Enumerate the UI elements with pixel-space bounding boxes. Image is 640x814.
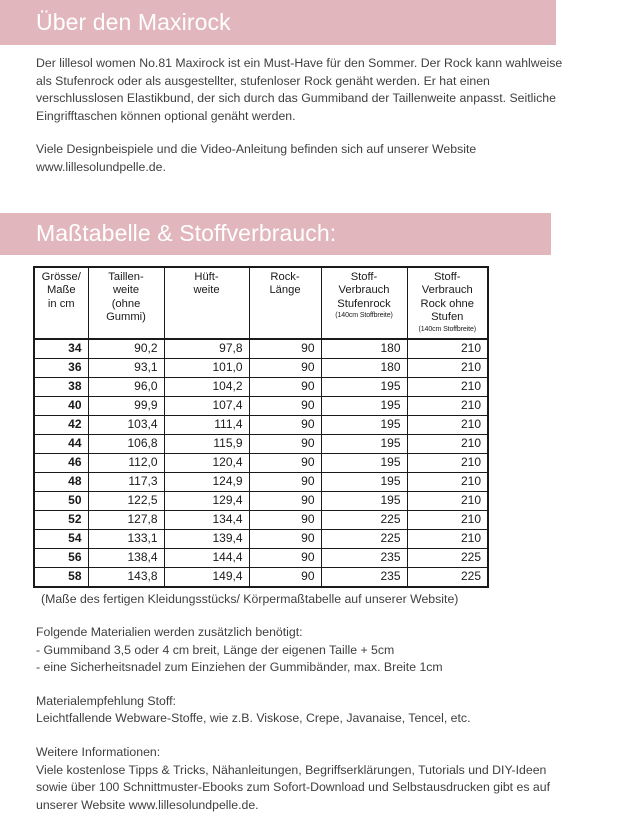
cell-value: 90 xyxy=(249,453,321,472)
column-header-note: (140cm Stoffbreite) xyxy=(410,325,486,334)
column-header-size: Grösse/ Maße in cm xyxy=(34,267,88,339)
about-paragraph-2: Viele Designbeispiele und die Video-Anleitung befinden sich auf unserer Website www.lillesolundpelle.de. xyxy=(36,141,580,176)
cell-value: 112,0 xyxy=(88,453,164,472)
cell-size: 56 xyxy=(34,548,88,567)
cell-size: 44 xyxy=(34,434,88,453)
cell-value: 90,2 xyxy=(88,339,164,359)
cell-value: 90 xyxy=(249,529,321,548)
cell-value: 143,8 xyxy=(88,567,164,587)
cell-value: 210 xyxy=(407,339,488,359)
more-info-text: Viele kostenlose Tipps & Tricks, Nähanleitungen, Begriffserklärungen, Tutorials und DIY-Ideen sowie über 100 Schnittmuster-Ebooks zum Sofort-Download und Selbstausdrucken gibt es auf unserer Website www.lillesolundpelle.de. xyxy=(36,762,580,814)
cell-value: 90 xyxy=(249,510,321,529)
column-header-note: (140cm Stoffbreite) xyxy=(324,311,405,320)
table-row xyxy=(34,548,488,567)
cell-size: 38 xyxy=(34,377,88,396)
column-header-fabric-tiered: Stoff- Verbrauch Stufenrock (140cm Stoffbreite) xyxy=(321,267,407,339)
cell-value: 103,4 xyxy=(88,415,164,434)
cell-value: 225 xyxy=(407,548,488,567)
materials-item-1: - Gummiband 3,5 oder 4 cm breit, Länge der eigenen Taille + 5cm xyxy=(36,642,580,660)
table-title: Maßtabelle & Stoffverbrauch: xyxy=(36,222,336,245)
cell-value: 138,4 xyxy=(88,548,164,567)
cell-value: 180 xyxy=(321,358,407,377)
cell-value: 235 xyxy=(321,567,407,587)
cell-value: 235 xyxy=(321,548,407,567)
table-row xyxy=(34,491,488,510)
cell-value: 210 xyxy=(407,396,488,415)
cell-value: 90 xyxy=(249,434,321,453)
cell-value: 225 xyxy=(407,567,488,587)
cell-value: 210 xyxy=(407,491,488,510)
more-info-heading: Weitere Informationen: xyxy=(36,744,580,762)
cell-value: 195 xyxy=(321,453,407,472)
cell-size: 54 xyxy=(34,529,88,548)
column-header-hip: Hüft- weite xyxy=(164,267,249,339)
cell-value: 96,0 xyxy=(88,377,164,396)
table-note: (Maße des fertigen Kleidungsstücks/ Körpermaßtabelle auf unserer Website) xyxy=(0,588,640,608)
column-header-length: Rock- Länge xyxy=(249,267,321,339)
cell-value: 90 xyxy=(249,339,321,359)
fabric-text: Leichtfallende Webware-Stoffe, wie z.B. Viskose, Crepe, Javanaise, Tencel, etc. xyxy=(36,710,580,728)
cell-value: 195 xyxy=(321,434,407,453)
cell-value: 210 xyxy=(407,529,488,548)
cell-value: 149,4 xyxy=(164,567,249,587)
table-header-row xyxy=(34,267,488,339)
cell-value: 134,4 xyxy=(164,510,249,529)
cell-value: 210 xyxy=(407,434,488,453)
cell-value: 139,4 xyxy=(164,529,249,548)
cell-value: 111,4 xyxy=(164,415,249,434)
measure-table xyxy=(33,266,489,588)
cell-value: 90 xyxy=(249,396,321,415)
cell-value: 180 xyxy=(321,339,407,359)
cell-value: 90 xyxy=(249,548,321,567)
cell-value: 90 xyxy=(249,358,321,377)
table-row xyxy=(34,453,488,472)
measure-table-wrap xyxy=(0,255,640,588)
table-row xyxy=(34,377,488,396)
cell-value: 225 xyxy=(321,529,407,548)
materials-item-2: - eine Sicherheitsnadel zum Einziehen der Gummibänder, max. Breite 1cm xyxy=(36,659,580,677)
table-row xyxy=(34,358,488,377)
cell-value: 99,9 xyxy=(88,396,164,415)
about-body xyxy=(0,55,640,177)
cell-size: 42 xyxy=(34,415,88,434)
cell-value: 195 xyxy=(321,415,407,434)
cell-value: 225 xyxy=(321,510,407,529)
cell-size: 46 xyxy=(34,453,88,472)
cell-size: 58 xyxy=(34,567,88,587)
materials-section xyxy=(0,624,640,814)
cell-value: 90 xyxy=(249,415,321,434)
fabric-heading: Materialempfehlung Stoff: xyxy=(36,693,580,711)
cell-value: 195 xyxy=(321,491,407,510)
cell-value: 210 xyxy=(407,453,488,472)
cell-value: 210 xyxy=(407,472,488,491)
cell-size: 34 xyxy=(34,339,88,359)
table-header-band xyxy=(0,213,551,255)
cell-value: 122,5 xyxy=(88,491,164,510)
table-row xyxy=(34,434,488,453)
about-header-band xyxy=(0,0,556,45)
cell-value: 90 xyxy=(249,491,321,510)
cell-value: 106,8 xyxy=(88,434,164,453)
materials-heading: Folgende Materialien werden zusätzlich benötigt: xyxy=(36,624,580,642)
cell-value: 195 xyxy=(321,377,407,396)
measure-table-body xyxy=(34,339,488,587)
cell-value: 90 xyxy=(249,567,321,587)
column-header-fabric-plain: Stoff- Verbrauch Rock ohne Stufen (140cm Stoffbreite) xyxy=(407,267,488,339)
cell-value: 124,9 xyxy=(164,472,249,491)
cell-value: 210 xyxy=(407,510,488,529)
cell-size: 40 xyxy=(34,396,88,415)
cell-value: 195 xyxy=(321,396,407,415)
cell-value: 127,8 xyxy=(88,510,164,529)
cell-value: 93,1 xyxy=(88,358,164,377)
table-row xyxy=(34,510,488,529)
table-row xyxy=(34,529,488,548)
cell-value: 210 xyxy=(407,358,488,377)
cell-value: 210 xyxy=(407,415,488,434)
cell-size: 48 xyxy=(34,472,88,491)
cell-value: 133,1 xyxy=(88,529,164,548)
table-row xyxy=(34,415,488,434)
table-row xyxy=(34,567,488,587)
table-row xyxy=(34,472,488,491)
cell-value: 195 xyxy=(321,472,407,491)
cell-value: 90 xyxy=(249,472,321,491)
cell-value: 115,9 xyxy=(164,434,249,453)
about-title: Über den Maxirock xyxy=(36,11,231,34)
about-paragraph-1: Der lillesol women No.81 Maxirock ist ein Must-Have für den Sommer. Der Rock kann wahlweise als Stufenrock oder als ausgestellter, stufenloser Rock genäht werden. Er hat einen verschlusslosen Elastikbund, der sich durch das Gummiband der Taillenweite anpasst. Seitliche Eingrifftaschen können optional genäht werden. xyxy=(36,55,580,125)
cell-size: 36 xyxy=(34,358,88,377)
table-row xyxy=(34,339,488,359)
cell-value: 97,8 xyxy=(164,339,249,359)
cell-value: 120,4 xyxy=(164,453,249,472)
cell-value: 101,0 xyxy=(164,358,249,377)
cell-value: 210 xyxy=(407,377,488,396)
cell-value: 117,3 xyxy=(88,472,164,491)
cell-size: 50 xyxy=(34,491,88,510)
cell-size: 52 xyxy=(34,510,88,529)
cell-value: 107,4 xyxy=(164,396,249,415)
table-row xyxy=(34,396,488,415)
cell-value: 90 xyxy=(249,377,321,396)
cell-value: 129,4 xyxy=(164,491,249,510)
cell-value: 144,4 xyxy=(164,548,249,567)
column-header-waist: Taillen- weite (ohne Gummi) xyxy=(88,267,164,339)
cell-value: 104,2 xyxy=(164,377,249,396)
